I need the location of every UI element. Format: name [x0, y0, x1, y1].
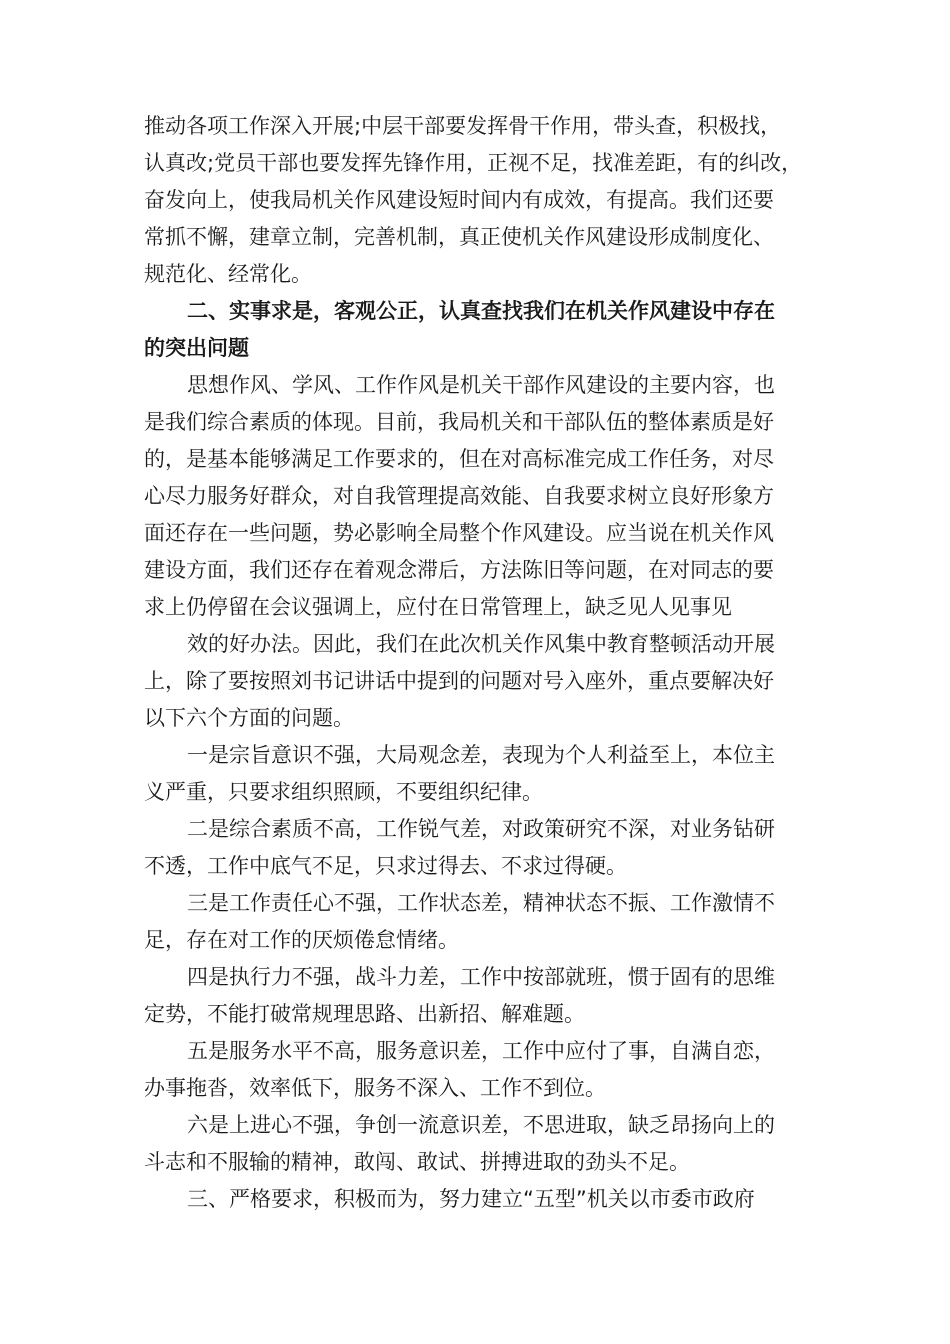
text-line: 常抓不懈，建章立制，完善机制，真正使机关作风建设形成制度化、	[144, 225, 774, 249]
paragraph-first-line: 思想作风、学风、工作作风是机关干部作风建设的主要内容，也	[187, 373, 775, 397]
text-line: 办事拖沓，效率低下，服务不深入、工作不到位。	[144, 1076, 606, 1100]
text-line: 心尽力服务好群众，对自我管理提高效能、自我要求树立良好形象方	[144, 484, 774, 508]
text-line: 推动各项工作深入开展;中层干部要发挥骨干作用，带头查，积极找，	[144, 114, 782, 138]
list-item-first-line: 六是上进心不强，争创一流意识差，不思进取，缺乏昂扬向上的	[187, 1113, 775, 1137]
section-heading-continued: 的突出问题	[144, 336, 249, 360]
list-item-first-line: 二是综合素质不高，工作锐气差，对政策研究不深，对业务钻研	[187, 817, 775, 841]
text-line: 以下六个方面的问题。	[144, 706, 354, 730]
text-line: 上，除了要按照刘书记讲话中提到的问题对号入座外，重点要解决好	[144, 669, 774, 693]
list-item-first-line: 五是服务水平不高，服务意识差，工作中应付了事，自满自恋，	[187, 1039, 775, 1063]
document-body	[144, 108, 814, 1218]
text-line: 规范化、经常化。	[144, 262, 312, 286]
text-line: 斗志和不服输的精神，敢闯、敢试、拼搏进取的劲头不足。	[144, 1150, 690, 1174]
text-line: 建设方面，我们还存在着观念滞后，方法陈旧等问题，在对同志的要	[144, 558, 774, 582]
list-item-first-line: 三是工作责任心不强，工作状态差，精神状态不振、工作激情不	[187, 891, 775, 915]
section-heading: 三、严格要求，积极而为，努力建立“五型”机关以市委市政府	[187, 1187, 755, 1211]
paragraph-first-line: 效的好办法。因此，我们在此次机关作风集中教育整顿活动开展	[187, 632, 775, 656]
text-line: 认真改;党员干部也要发挥先锋作用，正视不足，找准差距，有的纠改，	[144, 151, 803, 175]
list-item-first-line: 一是宗旨意识不强，大局观念差，表现为个人利益至上，本位主	[187, 743, 775, 767]
text-line: 的，是基本能够满足工作要求的，但在对高标准完成工作任务，对尽	[144, 447, 774, 471]
text-line: 不透，工作中底气不足，只求过得去、不求过得硬。	[144, 854, 627, 878]
section-heading: 二、实事求是，客观公正，认真查找我们在机关作风建设中存在	[187, 299, 775, 323]
text-line: 义严重，只要求组织照顾，不要组织纪律。	[144, 780, 543, 804]
text-line: 求上仍停留在会议强调上，应付在日常管理上，缺乏见人见事见	[144, 595, 732, 619]
text-line: 足，存在对工作的厌烦倦怠情绪。	[144, 928, 459, 952]
text-line: 奋发向上，使我局机关作风建设短时间内有成效，有提高。我们还要	[144, 188, 774, 212]
list-item-first-line: 四是执行力不强，战斗力差，工作中按部就班，惯于固有的思维	[187, 965, 775, 989]
text-line: 面还存在一些问题，势必影响全局整个作风建设。应当说在机关作风	[144, 521, 774, 545]
text-line: 是我们综合素质的体现。目前，我局机关和干部队伍的整体素质是好	[144, 410, 774, 434]
text-line: 定势，不能打破常规理思路、出新招、解难题。	[144, 1002, 585, 1026]
